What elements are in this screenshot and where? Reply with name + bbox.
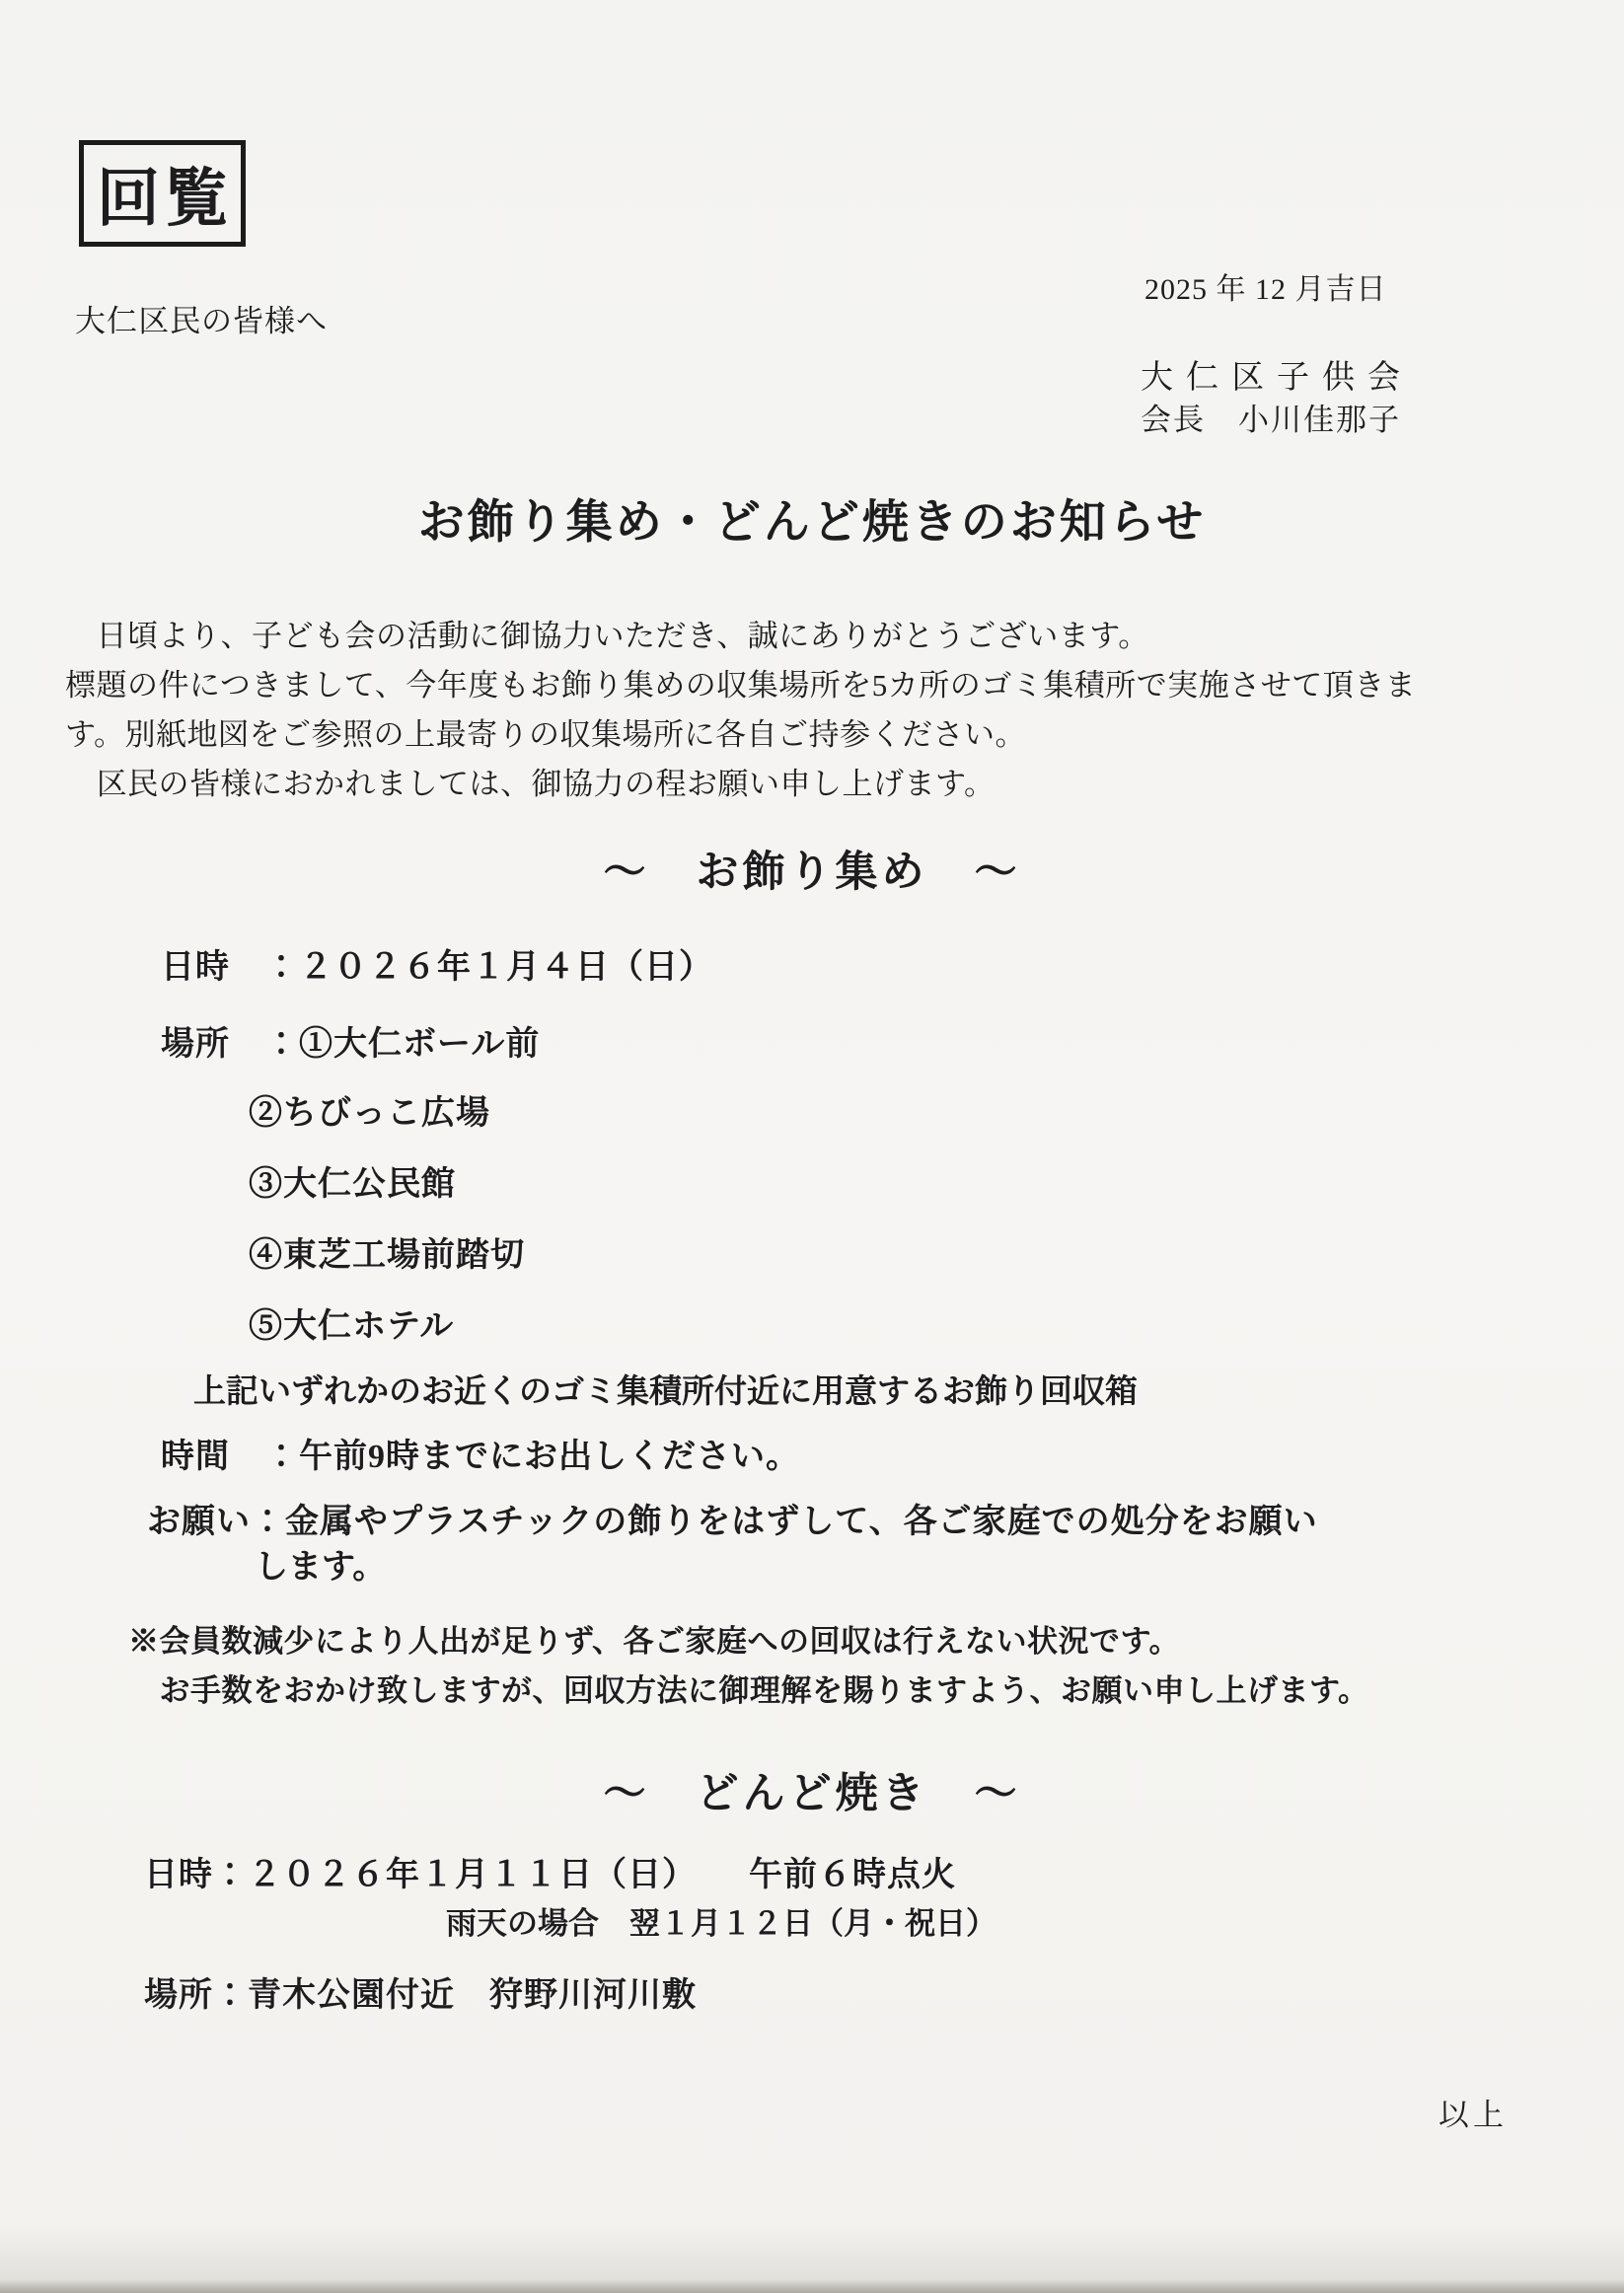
list-item-place-5: ⑤大仁ホテル [249,1308,455,1345]
sender-chairperson: 会長 小川佳那子 [1141,403,1401,437]
okazari-datetime-value: ：２０２６年１月４日（日） [264,949,713,986]
intro-line-1: 日頃より、子ども会の活動に御協力いただき、誠にありがとうございます。 [65,619,1149,653]
kairan-circulation-stamp [79,140,246,247]
okazari-request-continuation: します。 [255,1549,387,1586]
okazari-datetime-row [161,939,713,988]
list-item-place-3: ③大仁公民館 [249,1166,456,1203]
okazari-datetime-label: 日時 [161,949,264,986]
scan-bottom-shadow [0,2279,1624,2293]
okazari-time-label: 時間 [161,1439,264,1475]
section-heading-okazari-atsume: ～ お飾り集め ～ [603,850,1021,896]
okazari-request-value: ：金属やプラスチックの飾りをはずして、各ご家庭での処分をお願い [251,1504,1318,1540]
section-heading-dondo-yaki: ～ どんど焼き ～ [603,1771,1021,1817]
okazari-place-value: ：①大仁ボール前 [264,1026,541,1063]
okazari-time-value: ：午前9時までにお出しください。 [264,1439,800,1475]
dondo-place-row: 場所：青木公園付近 狩野川河川敷 [144,1977,697,2014]
footnote-line-2: お手数をおかけ致しますが、回収方法に御理解を賜りますよう、お願い申し上げます。 [128,1673,1369,1708]
list-item-place-4: ④東芝工場前踏切 [249,1237,525,1274]
intro-line-3: す。別紙地図をご参照の上最寄りの収集場所に各自ご持参ください。 [65,717,1027,752]
okazari-time-row [161,1429,800,1477]
kairan-stamp-label: 回覧 [97,164,233,234]
okazari-request-row [147,1494,1318,1542]
sender-organization: 大仁区子供会 [1141,360,1413,396]
footnote-line-1: ※会員数減少により人出が足りず、各ご家庭への回収は行えない状況です。 [128,1624,1181,1659]
intro-line-4: 区民の皆様におかれましては、御協力の程お願い申し上げます。 [65,767,996,801]
page-title: お飾り集め・どんど焼きのお知らせ [417,497,1207,549]
okazari-place-row [161,1016,540,1065]
collection-box-note: 上記いずれかのお近くのゴミ集積所付近に用意するお飾り回収箱 [193,1374,1138,1410]
okazari-request-label: お願い [147,1504,251,1540]
intro-line-2: 標題の件につきまして、今年度もお飾り集めの収集場所を5カ所のゴミ集積所で実施させて頂きま [65,668,1417,703]
intro-paragraph [65,612,1565,809]
document-date: 2025 年 12 月吉日 [1144,273,1387,306]
addressee-line: 大仁区民の皆様へ [75,304,328,338]
dondo-datetime-row: 日時：２０２６年１月１１日（日） 午前６時点火 [144,1857,956,1893]
dondo-rain-note: 雨天の場合 翌１月１２日（月・祝日） [446,1906,997,1941]
closing-ijou: 以上 [1439,2098,1508,2132]
list-item-place-2: ②ちびっこ広場 [249,1095,490,1132]
okazari-place-label: 場所 [161,1026,264,1063]
